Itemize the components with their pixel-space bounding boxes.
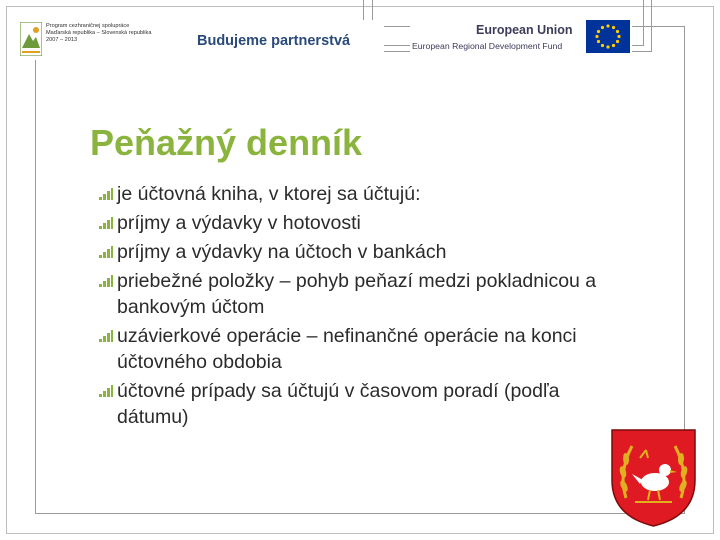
program-text bbox=[46, 23, 151, 44]
signal-bars-icon bbox=[98, 329, 114, 343]
bullet-text: príjmy a výdavky v hotovosti bbox=[117, 212, 361, 234]
program-line: Program cezhraničnej spolupráce bbox=[46, 23, 130, 29]
coat-of-arms-icon bbox=[610, 428, 697, 528]
list-item bbox=[98, 323, 618, 375]
signal-bars-icon bbox=[98, 216, 114, 230]
bullet-text: priebežné položky – pohyb peňazí medzi pokladnicou a bankovým účtom bbox=[117, 270, 597, 318]
bullet-text: účtovné prípady sa účtujú v časovom poradí (podľa dátumu) bbox=[117, 380, 560, 428]
program-line: 2007 – 2013 bbox=[46, 37, 78, 43]
list-item bbox=[98, 181, 618, 207]
signal-bars-icon bbox=[98, 274, 114, 288]
bullet-text: je účtovná kniha, v ktorej sa účtujú: bbox=[117, 183, 421, 205]
mountain-logo-icon bbox=[20, 22, 42, 56]
signal-bars-icon bbox=[98, 384, 114, 398]
eu-flag-icon bbox=[586, 20, 630, 53]
list-item bbox=[98, 210, 618, 236]
list-item bbox=[98, 239, 618, 265]
program-line: Maďarská republika – Slovenská republika bbox=[46, 30, 152, 36]
list-item bbox=[98, 378, 618, 430]
slide-title: Peňažný denník bbox=[90, 122, 363, 163]
list-item bbox=[98, 268, 618, 320]
signal-bars-icon bbox=[98, 245, 114, 259]
bullet-text: uzávierkové operácie – nefinančné operácie na konci účtovného obdobia bbox=[117, 325, 577, 373]
signal-bars-icon bbox=[98, 187, 114, 201]
program-title: Budujeme partnerstvá bbox=[197, 33, 351, 49]
eu-subtitle: European Regional Development Fund bbox=[412, 41, 563, 51]
eu-title: European Union bbox=[476, 23, 573, 37]
bullet-list bbox=[98, 181, 618, 433]
bullet-text: príjmy a výdavky na účtoch v bankách bbox=[117, 241, 447, 263]
